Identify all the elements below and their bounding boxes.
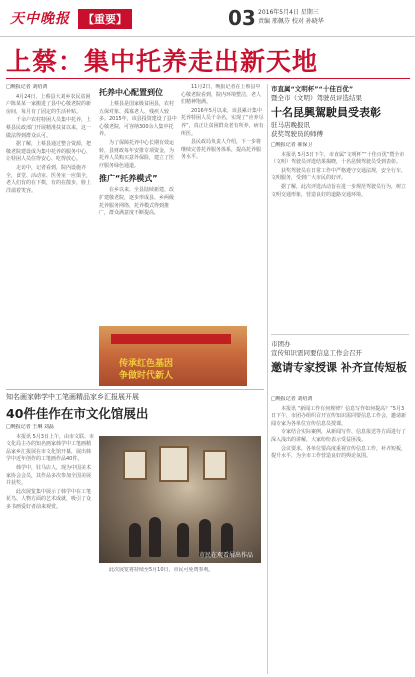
date-line: 2016年5月4日 星期三 bbox=[258, 9, 319, 16]
article1-paragraph: 2016年5月以来，该县累计集中托养特困人员千余名，实现了“应养尽养”，真正让贫困群众老有所养、病有所医。 bbox=[181, 107, 264, 137]
right-paragraph: 据了解，此次评选活动旨在进一步规范驾驶员行为，树立文明交通形象，营造良好的道路交通环境。 bbox=[271, 183, 407, 198]
article1-byline: □晚报记者 刘绍鸿 bbox=[6, 84, 48, 90]
right-byline: □晚报记者 刘绍鸿 bbox=[271, 396, 313, 402]
article2-kicker: 知名画家韩学中工笔画精品家乡汇报展开展 bbox=[6, 393, 139, 401]
right-title bbox=[271, 360, 411, 375]
editor-line: 责编 邢佩芬 校对 孙晓华 bbox=[258, 18, 324, 25]
photo-slogan bbox=[119, 358, 173, 382]
right-title: 十名昆興駕駛員受表彰 bbox=[271, 106, 381, 119]
right-paragraph: 获奖驾驶员在日常工作中严格遵守交通法规，安全行车，文明服务，受到广大市民的好评。 bbox=[271, 167, 407, 182]
article1-paragraph: 11月2日，晚报记者在上蔡县中心敬老院看到，院内环境整洁，老人们精神饱满。 bbox=[181, 84, 262, 106]
visitor-figure bbox=[149, 517, 161, 557]
article2-paragraph: 此次展览集中展示了韩学中在工笔花鸟、人物方面的艺术成就，吸引了众多书画爱好者前来观赏。 bbox=[6, 488, 92, 510]
right-kicker: 市团办 bbox=[271, 340, 291, 348]
painting-frame bbox=[159, 446, 189, 482]
right-paragraph: 专家结合实际案例，从新闻写作、信息报送等方面进行了深入浅出的讲解，大家纷纷表示受益匪浅。 bbox=[271, 429, 407, 443]
article1-paragraph: 上蔡县是国家级贫困县，农村五保对象、孤寡老人、残疾人较多。2015年，该县投资建设了县中心敬老院，可容纳300余人集中托养。 bbox=[99, 101, 177, 138]
article1-paragraph: 县民政局负责人介绍，下一步将继续完善托养服务体系，提高托养服务水平。 bbox=[181, 139, 262, 161]
section-rule bbox=[6, 389, 264, 390]
section-tag: 【重要】 bbox=[78, 9, 132, 29]
right-title-text: 邀请专家授课 补齐宣传短板 bbox=[271, 361, 407, 374]
page-number: 03 bbox=[228, 6, 256, 30]
article1-paragraph: 在乡以来，全县陆续新建、改扩建敬老院，逐步形成县、乡两级托养服务网络，托养模式得到推广，群众满意度不断提高。 bbox=[99, 187, 175, 217]
photo-slogan-line2: 争做时代新人 bbox=[119, 371, 174, 381]
photo-caption: 市民在观看展出作品 bbox=[198, 552, 253, 559]
right-kicker: 暨全市（文明）驾驶员评选结果 bbox=[271, 94, 362, 102]
article2-paragraph: 本报讯 5月3日上午，由市文联、市文化局主办的知名画家韩学中工笔画精品家乡汇报展在市文化馆开幕，展出韩学中近年创作的工笔画作品40件。 bbox=[6, 433, 94, 463]
headline-rule bbox=[6, 78, 410, 79]
article1-paragraph: 走访中，记者看到，院内设施齐全，食堂、活动室、医务室一应俱全，老人们有的在下棋，有的在散步，脸上洋溢着笑容。 bbox=[6, 164, 92, 194]
column-divider bbox=[267, 84, 268, 674]
right-kicker: 宣传知识需同要信息工作会召开 bbox=[271, 349, 362, 357]
right-byline: □晚报记者 郝保卫 bbox=[271, 142, 313, 148]
right-sub: 获奖驾驶员的师傅 bbox=[271, 130, 323, 138]
visitor-figure bbox=[177, 523, 189, 557]
article1-paragraph: 千余户农村特困人员集中托养，上蔡县民政部门开展精准扶贫以来，这一做法得到群众认可。 bbox=[6, 117, 92, 139]
right-sub: 驻马店晚报讯 bbox=[271, 121, 310, 129]
photo-slogan-line1: 传承红色基因 bbox=[119, 359, 174, 369]
article2-col2 bbox=[99, 567, 261, 670]
article2-byline: □晚报记者 王琳 刘磊 bbox=[6, 424, 54, 430]
main-headline: 上蔡：集中托养走出新天地 bbox=[6, 47, 319, 76]
painting-frame bbox=[123, 450, 147, 480]
article1-photo bbox=[99, 326, 247, 386]
article1-paragraph: 4月24日，上蔡县大刘乡农民贫困户陈某某一家搬进了县中心敬老院的新房间，每月有了固定的生活补贴。 bbox=[6, 93, 92, 115]
photo-banner bbox=[111, 334, 231, 344]
article1-subhead: 托养中心配置到位 bbox=[99, 88, 163, 97]
right-paragraph: 会议要求，各单位要高度重视宣传信息工作，补齐短板，提升水平，为全市工作营造良好的舆论氛围。 bbox=[271, 445, 407, 460]
article1-paragraph: 为了保障托养中心长期有效运转，县财政每年安排专项资金，为托养人员购买意外保险，建立了医疗服务绿色通道。 bbox=[99, 139, 175, 169]
right-rule bbox=[271, 334, 409, 335]
article2-paragraph: 此次展览将持续至5月10日，市民可免费参观。 bbox=[109, 567, 214, 573]
newspaper-logo: 天中晚报 bbox=[10, 11, 70, 27]
article1-col2 bbox=[99, 84, 177, 322]
article2-paragraph: 韩学中，驻马店人，现为中国美术家协会会员，其作品多次参加全国美展并获奖。 bbox=[6, 464, 92, 487]
masthead-meta bbox=[258, 8, 324, 26]
visitor-figure bbox=[129, 523, 141, 557]
article2-title: 40件佳作在市文化馆展出 bbox=[6, 406, 149, 421]
right-kicker: 市直属“文明杯”“十佳百优” bbox=[271, 85, 354, 93]
article1-paragraph: 据了解，上蔡县通过整合资源，把敬老院建设成为集中托养的服务中心，让特困人员住得安心、吃得放心。 bbox=[6, 141, 92, 163]
masthead bbox=[0, 0, 415, 37]
painting-frame bbox=[203, 450, 227, 480]
article1-subhead: 推广“托养模式” bbox=[99, 174, 158, 184]
right-paragraph: 本报讯 5月3日下午，市直属“文明杯”“十佳百优”暨全市（文明）驾驶员评选结果揭晓，十名昆興驾驶员受到表彰。 bbox=[271, 151, 405, 166]
article1-col1 bbox=[6, 84, 94, 384]
right-article2 bbox=[271, 396, 409, 624]
right-paragraph: 本报讯 “新闻工作有何规律？信息写作如何提高？”5月3日下午，市团办组织召开宣传知识需同要信息工作会，邀请新闻专家为各单位宣传信息员授课。 bbox=[271, 405, 407, 427]
article1-col3 bbox=[181, 84, 265, 322]
article2-col1 bbox=[6, 424, 94, 670]
article2-photo bbox=[99, 436, 261, 563]
right-article1 bbox=[271, 142, 409, 330]
